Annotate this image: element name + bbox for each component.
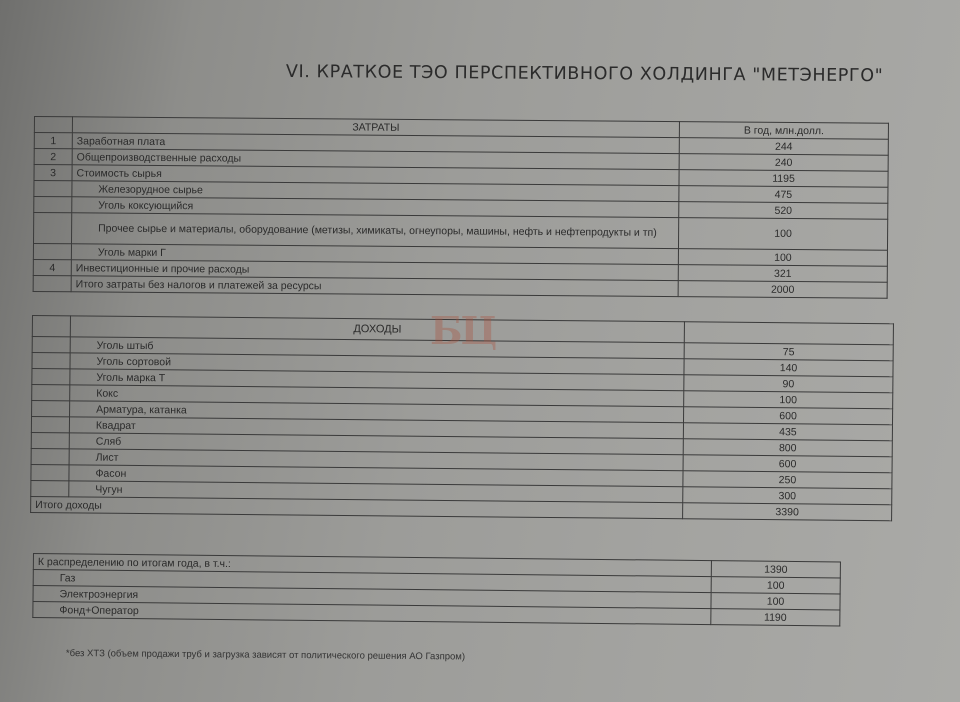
row-value: 321 [678,265,887,283]
row-label: Общепроизводственные расходы [72,149,679,170]
row-label: Фонд+Оператор [33,602,711,625]
row-number [33,275,71,291]
income-total-value: 3390 [683,503,892,521]
row-value: 435 [683,423,892,441]
costs-label-header: ЗАТРАТЫ [72,117,679,138]
row-label: Электроэнергия [33,586,711,609]
row-value: 140 [684,359,893,377]
costs-total-value: 2000 [678,281,887,299]
row-label: Квадрат [69,417,683,439]
row-value: 250 [683,471,892,489]
row-label: Арматура, катанка [70,401,684,423]
row-label: Уголь марки Г [71,244,678,265]
row-value: 240 [679,154,888,172]
footnote: *без ХТЗ (объем продажи труб и загрузка зависят от политического решения АО Газпром) [65,648,466,663]
row-value: 300 [683,487,892,505]
row-label: Уголь штыб [70,337,684,359]
row-value: 100 [684,391,893,409]
row-number [32,385,70,401]
row-number [34,197,72,213]
row-value: 100 [678,249,887,267]
row-number: 2 [34,149,72,165]
row-value: 520 [679,202,888,220]
income-total-label: Итого доходы [31,496,683,518]
row-number [34,181,72,197]
row-label: Уголь коксующийся [72,197,679,218]
row-label: Прочее сырье и материалы, оборудование (метизы, химикаты, огнеупоры, машины, нефть и нефтепродукты и тп) [71,213,678,249]
row-number: 1 [34,133,72,149]
row-value: 1190 [711,609,840,626]
income-num-header [32,316,70,337]
row-number [32,353,70,369]
row-number [33,213,71,244]
row-number [32,369,70,385]
row-number: 3 [34,165,72,181]
row-value: 100 [678,218,887,251]
costs-value-header: В год, млн.долл. [679,122,888,140]
distribution-table [32,553,841,626]
row-number: 4 [33,259,71,275]
row-label: Чугун [69,481,683,503]
row-value: 1195 [679,170,888,188]
costs-total-label: Итого затраты без налогов и платежей за ресурсы [71,276,678,297]
row-value: 100 [711,593,840,610]
row-number [31,417,69,433]
row-label: Лист [69,449,683,471]
row-number [31,464,69,480]
row-label: Железорудное сырье [72,181,679,202]
row-value: 600 [683,407,892,425]
row-number [31,448,69,464]
watermark-logo: БЦ [430,308,496,353]
row-value: 244 [679,138,888,156]
row-number [31,480,69,496]
row-label: Фасон [69,465,683,487]
distribution-body [33,554,841,626]
row-label: Заработная плата [72,133,679,154]
costs-num-header [34,117,72,133]
row-label: Уголь сортовой [70,353,684,375]
row-label: Стоимость сырья [72,165,679,186]
income-label-header: ДОХОДЫ [70,316,684,343]
row-label: Газ [33,570,711,593]
row-value: 75 [684,343,893,361]
document-title: VI. КРАТКОЕ ТЭО ПЕРСПЕКТИВНОГО ХОЛДИНГА "МЕТЭНЕРГО" [285,62,884,87]
row-number [33,244,71,260]
row-value: 90 [684,375,893,393]
costs-table [33,116,889,299]
distribution-value-header: 1390 [711,561,840,578]
distribution-label-header: К распределению по итогам года, в т.ч.: [33,554,711,577]
row-number [32,401,70,417]
income-body [31,337,894,521]
row-label: Уголь марка Т [70,369,684,391]
row-number [32,337,70,353]
row-value: 100 [711,577,840,594]
row-value: 600 [683,455,892,473]
row-label: Инвестиционные и прочие расходы [71,260,678,281]
row-value: 475 [679,186,888,204]
row-label: Кокс [70,385,684,407]
row-value: 800 [683,439,892,457]
row-number [31,432,69,448]
row-label: Сляб [69,433,683,455]
costs-body [33,133,888,299]
income-value-header [684,322,893,345]
